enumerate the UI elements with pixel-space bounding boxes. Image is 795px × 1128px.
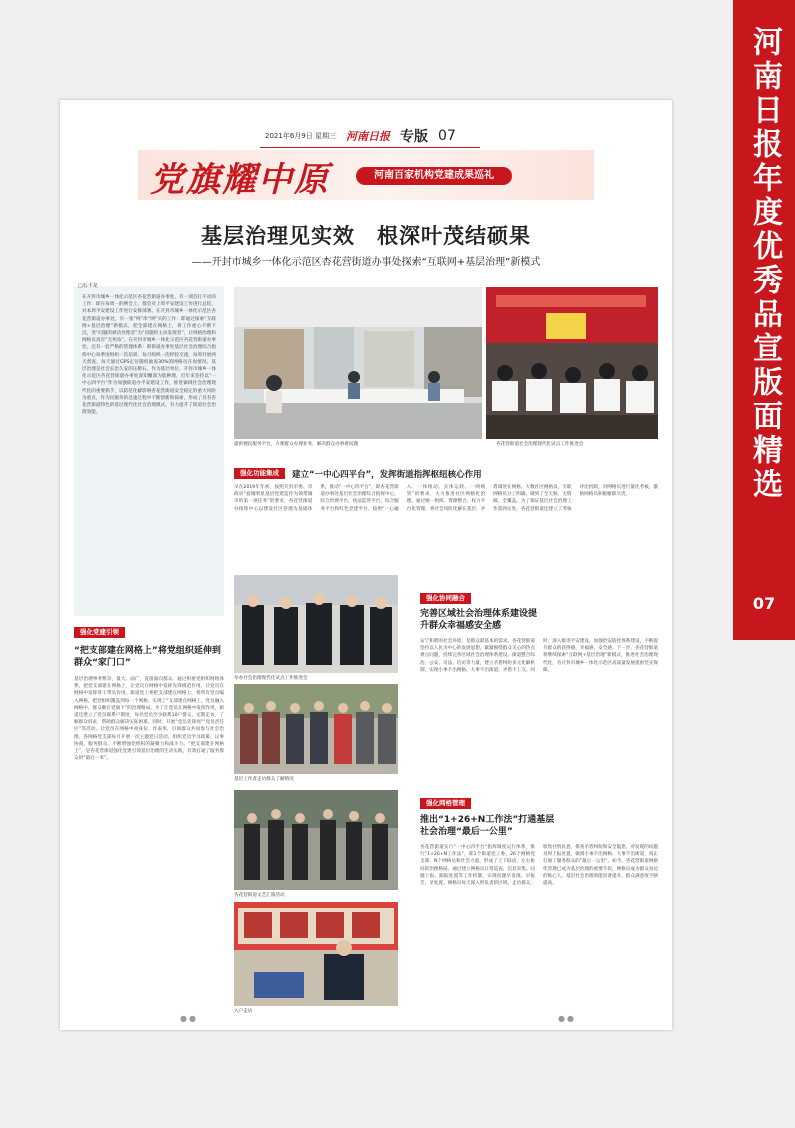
page-dots-left: ●● — [180, 1014, 198, 1023]
photo-meeting-caption: 杏花营街道社会治理现代化试点工作推进会 — [496, 442, 584, 447]
section-party-text: 基层治理事务繁杂，量大、面广，直接面向群众。通过织密党组织网络体系，把党支部建在网格上，让党员在网格中发挥先锋模范作用，让党员在网格中发挥骨干带头作用。街道党工委把支部建在网格上，将所有党员编入网格，把党组织覆盖到每一个网格，实现了“支部建在网格上、党员融入网格中、群众聚在党旗下”的治理格局。为了让党员在网格中发挥作用，街道还建立了党员联系户制度，每名党员至少联系10户群众，定期走访，了解群众诉求，帮助群众解决实际困难。同时，开展“党员先锋岗”“党员责任区”等活动，让党员在网格中亮身份、作表率，引领群众共同参与社会治理。各网格党支部每月开展一次主题党日活动，组织党员学习政策、议事协商、服务群众，不断增强党组织的凝聚力和战斗力。“把支部建在网格上”，是杏花营街道强化党建引领基层治理的生动实践，有效打通了服务群众的“最后一米”。 — [74, 677, 224, 762]
photo-service-hall — [234, 287, 482, 439]
photo-residents — [234, 684, 398, 774]
photo-home-visit — [234, 902, 398, 1006]
newspaper-page — [60, 100, 672, 1030]
series-badge: 河南百家机构党建成果巡礼 — [356, 167, 512, 185]
section-tag-collab: 强化协同融合 — [420, 593, 471, 604]
photo-home-visit-caption: 入户走访 — [234, 1009, 253, 1014]
byline: □石丰龙 — [78, 283, 98, 289]
header-flag-title: 党旗耀中原 — [150, 160, 330, 200]
subheadline: ——开封市城乡一体化示范区杏花营街道办事处探索“互联网+基层治理”新模式 — [191, 257, 541, 268]
intro-box — [74, 286, 224, 616]
side-banner-page: 07 — [752, 594, 776, 613]
page-number: 07 — [437, 128, 456, 144]
photo-service-hall-caption: 提供便民服务平台，方便群众办理业务，解决群众办事难问题 — [234, 442, 359, 447]
section-title-function: 建立“一中心四平台”，发挥街道指挥枢纽核心作用 — [292, 470, 482, 480]
section-tag-party: 强化党建引领 — [74, 627, 125, 638]
headline: 基层治理见实效 根深叶茂结硕果 — [201, 223, 531, 248]
section-title-party: “把支部建在网格上”将党组织延伸到群众“家门口” — [74, 646, 221, 668]
section-collab-text: 安宁和谐的社会环境，是群众最基本的需求。杏花营街道坚持以人民为中心的发展思想，紧紧围绕群众关心的热点难点问题，持续完善区域社会治理体系建设。街道整合综治、公安、司法、信访等力量，建立矛盾纠纷多元化解机制，实现小事不出网格、大事不出街道、矛盾不上交。同时，深入推进平安建设，加强治安防控体系建设，不断提升群众的获得感、幸福感、安全感。下一步，杏花营街道将继续探索“互联网+基层治理”新模式，推进社会治理现代化，为开封市城乡一体化示范区高质量发展提供坚实保障。 — [420, 639, 658, 673]
section-grid-text: 杏花营街道实行“一中心四平台”指挥调度运行体系，推行“1+26+N工作法”，即1个街道党工委、26个网格党支部、N个网格员和社会力量，形成了上下联动、左右协同的治理格局。通过建立网格员日常巡查、信息采集、问题上报、跟踪处置等工作机制，实现问题早发现、早报告、早处置。网格员每天深入所负责的区域，走访群众，收集社情民意，排查矛盾纠纷和安全隐患，对发现的问题及时上报处置，做到小事不出网格、大事不出街道，真正打通了服务群众的“最后一公里”。如今，杏花营街道网格化管理已成为基层治理的重要手段，网格员成为群众身边的贴心人，基层社会治理效能显著提升，群众满意度不断提高。 — [420, 845, 658, 887]
section-tag-function: 强化功能集成 — [234, 468, 285, 479]
masthead — [265, 126, 456, 146]
section-name: 专版 — [399, 129, 428, 145]
section-title-collab: 完善区域社会治理体系建设提升群众幸福感安全感 — [420, 609, 538, 631]
photo-visit-group — [234, 575, 398, 673]
newspaper-logo: 河南日报 — [345, 130, 390, 143]
photo-performance-caption: 杏花营街道文艺汇演活动 — [234, 893, 285, 898]
side-banner — [733, 0, 795, 640]
section-function-text: 早在2019年年初，按照开封市委、市政府“爱城明星基层党建造作为领带城市的第一项任务”的要求，杏花营街道办指挥中心以建设社区管理为基础体系，推动“一中心四平台”，即杏花营街道办事处基层社会治理综合指挥中心，综合治理平台、执法监管平台、综合服务平台和红色党建平台，按照“一心融入、一体推动、实体运转、一网统管”的要求，大力推进社区网格化治理，通过统一指挥、资源整合、权力平台化管理，将社会风险化解在基层、矛盾调处在网格。大数社区网格员，专职网格员分工明确，做到了全天候、无缝隙、全覆盖。为了保证基层社会治理工作落到实处，杏花营街道还建立了考核评比机制，对网格员进行量化考核，激励网格员积极履职尽责。 — [234, 485, 658, 512]
photo-visit-group-caption: 举办社会治理现代化试点工作推进会 — [234, 676, 308, 681]
photo-meeting — [486, 287, 658, 439]
masthead-date: 2021年6月9日 星期三 — [265, 132, 336, 140]
page-dots-right: ●● — [558, 1014, 576, 1023]
photo-residents-caption: 基层工作者走访群众了解情况 — [234, 777, 294, 782]
photo-performance — [234, 790, 398, 890]
section-tag-grid: 强化网格管理 — [420, 798, 471, 809]
side-banner-title: 河南日报年度优秀品宣版面精选 — [747, 26, 782, 502]
section-title-grid: 推出“1+26+N工作法”打通基层社会治理“最后一公里” — [420, 815, 555, 837]
intro-text: 在开封市城乡一体化示范区杏花营街道办事处，有一项首打不动的工作：即在每周一的例会上，都会对上周平安建设工作进行总结，对本周平安建设工作进行安排部署。在开封市城乡一体化示范区杏花营街道办事处，有一张“网”串“网”买的工作：即通过探索“互联网+基层治理”新模式，把全部建在网格上，将工作重心不断下沉，变“问题的被动处理者”为“问题的主动发现者”，让网格治理和网格员真有“无死角”。在开封市城乡一体化示范区杏花营街道办事处，还有一套严格的管理体系：即街道办事处基层社会治理综合指挥中心每季度组织一次培训，每月组织一次经验交流，每周开展两天督查，每天通过GPS定位随机抽查30%的网格员在岗情况。基层治理是社会长治久安的压舱石，作为基层单位，开封市城乡一体化示范区杏花营街道办事处深知懈深为能种理，近年来坚持以“一中心四平台”作为加强街道办平安建设工作，推进镇域社会治理现代化的重要抓手，以防范化解影响杏花营街道安全稳定的重大风险为重点，作为民服务的急速过程中不断创新和探索，形成了具有杏花营街道特色的基层现代化社会治理模式，有力提升了街道社会治理效能。 — [82, 295, 216, 416]
masthead-rule — [260, 147, 480, 148]
